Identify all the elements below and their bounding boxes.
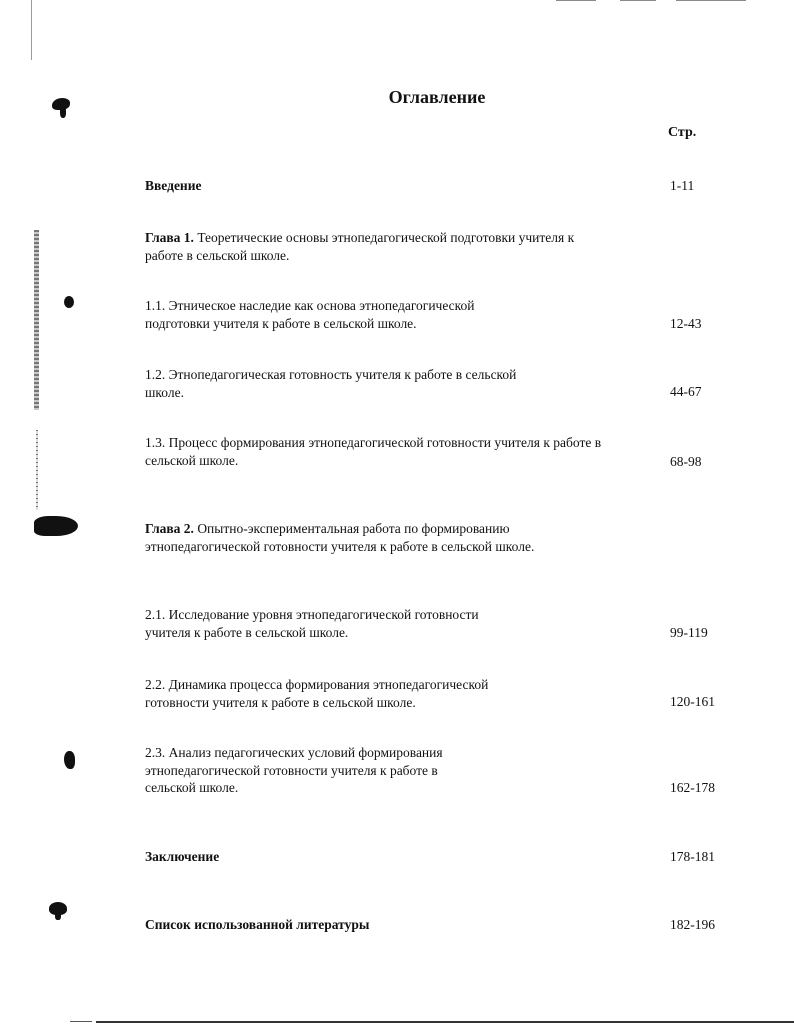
scan-bottom-line: [96, 1021, 794, 1023]
toc-entry-text: 1.3. Процесс формирования этнопедагогической готовности учителя к работе в сельской школе.: [145, 435, 602, 468]
toc-entry-text: Список использованной литературы: [145, 917, 370, 932]
toc-page-number: 178-181: [670, 849, 715, 864]
toc-entry-1-1: [145, 297, 535, 332]
toc-entry-1-2: [145, 366, 525, 401]
toc-entry-2-2: [145, 676, 545, 711]
toc-entry-conclusion: [145, 848, 615, 866]
toc-page-number: 99-119: [670, 625, 708, 640]
scan-edge-line: [31, 0, 32, 60]
toc-entry-text: 1.2. Этнопедагогическая готовность учителя к работе в сельской школе.: [145, 367, 517, 400]
toc-entry-chapter-2: [145, 520, 565, 555]
toc-page-number: 162-178: [670, 780, 715, 795]
scan-edge-noise: [34, 230, 39, 410]
toc-page-number: 1-11: [670, 178, 695, 193]
toc-entry-chapter-1: [145, 229, 615, 264]
toc-entry-text: Заключение: [145, 849, 220, 864]
toc-page-number: 12-43: [670, 316, 702, 331]
ink-blot: [64, 296, 74, 308]
toc-entry-introduction: [145, 177, 615, 195]
toc-page-number: 68-98: [670, 454, 702, 469]
toc-entry-text: 1.1. Этническое наследие как основа этнопедагогической подготовки учителя к работе в сельской школе.: [145, 298, 475, 331]
toc-entry-text: 2.2. Динамика процесса формирования этнопедагогической готовности учителя к работе в сельской школе.: [145, 677, 489, 710]
scan-top-line: [556, 0, 596, 1]
ink-blot: [55, 912, 61, 920]
toc-entry-2-1: [145, 606, 525, 641]
toc-entry-text: Введение: [145, 178, 202, 193]
toc-entry-bibliography: [145, 916, 615, 934]
scan-bottom-line: [70, 1021, 92, 1022]
toc-chapter-label: Глава 1.: [145, 230, 194, 245]
scan-edge-noise: [36, 430, 38, 510]
scan-top-line: [676, 0, 746, 1]
toc-entry-text: Теоретические основы этнопедагогической подготовки учителя к работе в сельской школе.: [145, 230, 575, 263]
toc-entry-1-3: [145, 434, 605, 469]
page-column-label: Стр.: [668, 125, 697, 140]
ink-blot: [34, 516, 78, 536]
toc-entry-text: 2.1. Исследование уровня этнопедагогической готовности учителя к работе в сельской школе.: [145, 607, 479, 640]
page-title: Оглавление: [388, 87, 486, 107]
ink-blot: [64, 751, 75, 769]
toc-entry-text: Опытно-экспериментальная работа по формированию этнопедагогической готовности учителя к работе в сельской школе.: [145, 521, 535, 554]
toc-entry-2-3: [145, 744, 490, 797]
scan-top-line: [620, 0, 656, 1]
toc-page-number: 44-67: [670, 384, 702, 399]
toc-page-number: 120-161: [670, 694, 715, 709]
toc-chapter-label: Глава 2.: [145, 521, 194, 536]
toc-entry-text: 2.3. Анализ педагогических условий формирования этнопедагогической готовности учителя к работе в сельской школе.: [145, 745, 443, 795]
toc-page-number: 182-196: [670, 917, 715, 932]
